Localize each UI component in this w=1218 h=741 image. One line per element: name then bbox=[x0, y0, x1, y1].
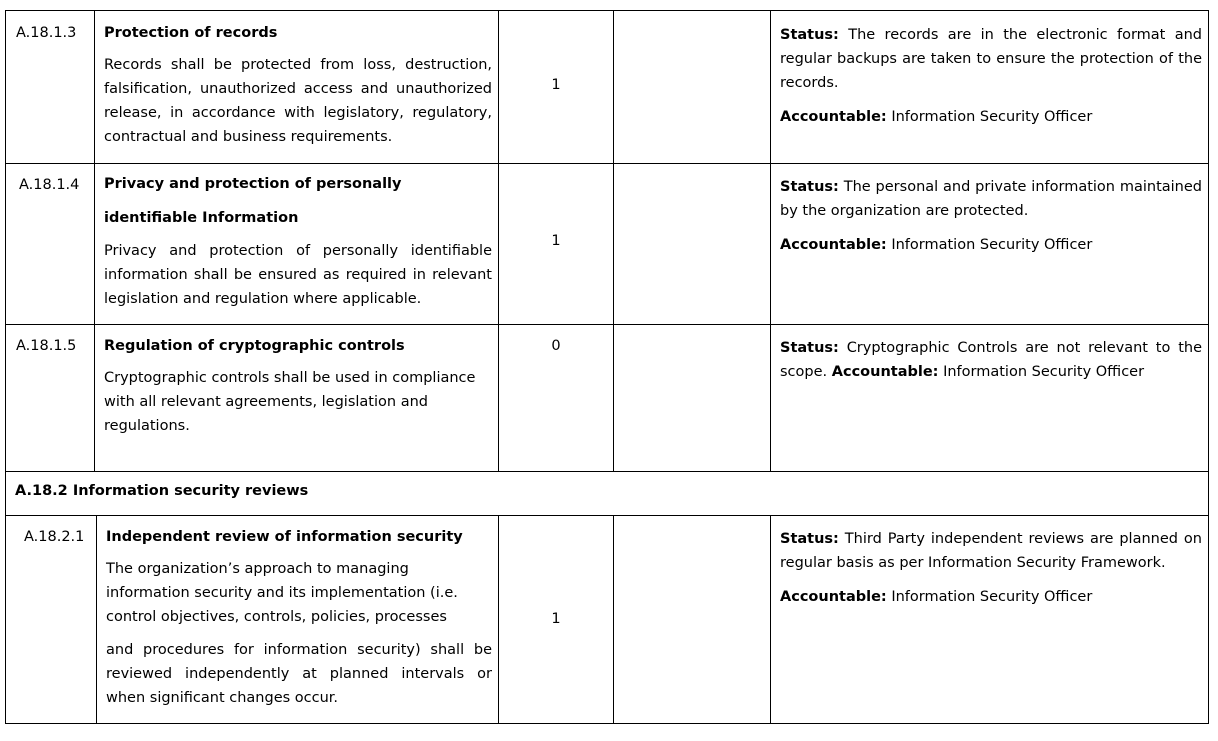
control-title: Independent review of information security bbox=[106, 529, 463, 545]
control-description-cell bbox=[97, 515, 499, 723]
control-id-cell bbox=[6, 515, 97, 723]
table-row bbox=[6, 163, 1208, 325]
status-text bbox=[780, 336, 1202, 384]
status-text bbox=[780, 175, 1202, 223]
applicability-value: 1 bbox=[551, 611, 561, 627]
status-text bbox=[780, 527, 1202, 575]
applicability-value: 1 bbox=[551, 77, 561, 93]
accountable-label: Accountable: bbox=[780, 109, 887, 125]
controls-table bbox=[5, 10, 1209, 724]
control-id-cell bbox=[6, 11, 95, 163]
status-label: Status: bbox=[780, 340, 839, 356]
control-description-part-1: The organization’s approach to managing information security and its implementation (i.e. control objectives, controls, policies, processes bbox=[106, 561, 458, 625]
applicability-value: 1 bbox=[551, 233, 561, 249]
control-id: A.18.1.5 bbox=[16, 338, 77, 354]
empty-cell bbox=[614, 163, 771, 324]
accountable-label: Accountable: bbox=[831, 364, 939, 380]
table-row bbox=[6, 11, 1208, 164]
accountable-label: Accountable: bbox=[780, 589, 887, 605]
accountable-text bbox=[780, 585, 1202, 609]
applicability-cell bbox=[499, 324, 614, 471]
control-id-cell bbox=[6, 324, 95, 471]
implementation-notes-cell bbox=[771, 324, 1208, 471]
control-description-part-2: and procedures for information security) shall be reviewed independently at planned intervals or when significant changes occur. bbox=[106, 642, 492, 706]
accountable-text bbox=[780, 233, 1202, 257]
status-value: Cryptographic Controls are not relevant to the scope. bbox=[780, 340, 1202, 380]
control-title: Privacy and protection of personally identifiable Information bbox=[104, 176, 402, 226]
empty-cell bbox=[614, 515, 771, 723]
control-description: Cryptographic controls shall be used in compliance with all relevant agreements, legislation and regulations. bbox=[104, 370, 476, 434]
control-description: Privacy and protection of personally identifiable information shall be ensured as required in relevant legislation and regulation where applicable. bbox=[104, 243, 492, 307]
status-value: The personal and private information maintained by the organization are protected. bbox=[780, 179, 1203, 219]
accountable-value: Information Security Officer bbox=[943, 364, 1145, 380]
control-description-cell bbox=[95, 11, 499, 163]
empty-cell bbox=[614, 11, 771, 163]
control-description: Records shall be protected from loss, destruction, falsification, unauthorized access and unauthorized release, in accordance with legislatory, regulatory, contractual and business requirements. bbox=[104, 57, 492, 145]
implementation-notes-cell bbox=[771, 515, 1208, 723]
control-title: Protection of records bbox=[104, 25, 278, 41]
section-title: A.18.2 Information security reviews bbox=[15, 483, 309, 499]
status-label: Status: bbox=[780, 27, 839, 43]
status-value: The records are in the electronic format and regular backups are taken to ensure the protection of the records. bbox=[780, 27, 1202, 91]
implementation-notes-cell bbox=[771, 163, 1208, 324]
applicability-cell bbox=[499, 163, 614, 324]
implementation-notes-cell bbox=[771, 11, 1208, 163]
applicability-cell bbox=[499, 515, 614, 723]
control-id: A.18.1.3 bbox=[16, 25, 77, 41]
section-header-row bbox=[6, 471, 1208, 516]
control-description-cell bbox=[95, 324, 499, 471]
table-row bbox=[6, 515, 1208, 723]
control-description-cell bbox=[95, 163, 499, 324]
accountable-value: Information Security Officer bbox=[891, 589, 1093, 605]
status-label: Status: bbox=[780, 531, 839, 547]
accountable-value: Information Security Officer bbox=[891, 109, 1093, 125]
status-label: Status: bbox=[780, 179, 839, 195]
status-value: Third Party independent reviews are planned on regular basis as per Information Security Framework. bbox=[780, 531, 1202, 571]
control-id: A.18.1.4 bbox=[19, 177, 80, 193]
accountable-label: Accountable: bbox=[780, 237, 887, 253]
empty-cell bbox=[614, 324, 771, 471]
accountable-text bbox=[780, 105, 1202, 129]
control-title: Regulation of cryptographic controls bbox=[104, 338, 405, 354]
applicability-value: 0 bbox=[551, 338, 561, 354]
applicability-cell bbox=[499, 11, 614, 163]
status-text bbox=[780, 23, 1202, 95]
accountable-value: Information Security Officer bbox=[891, 237, 1093, 253]
table-row bbox=[6, 324, 1208, 472]
control-id: A.18.2.1 bbox=[24, 529, 85, 545]
control-id-cell bbox=[6, 163, 95, 324]
